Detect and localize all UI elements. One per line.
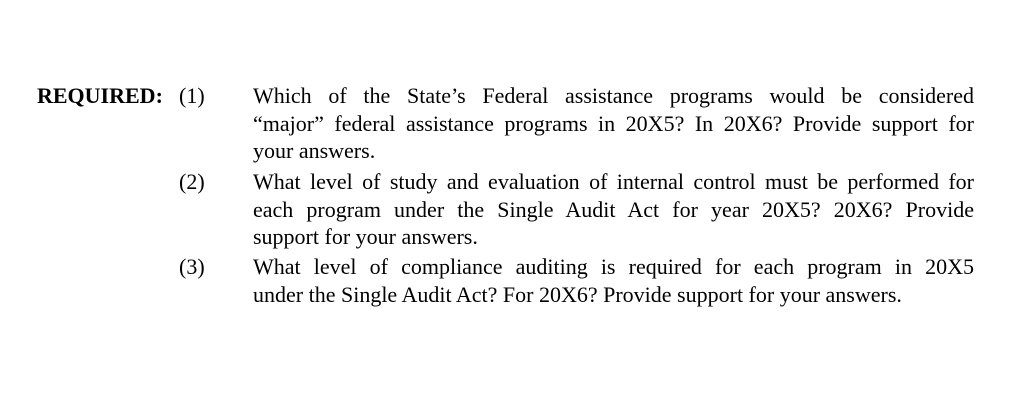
question-line: “major” federal assistance programs in 20X5? In 20X6? Provide support for [253,110,974,136]
question-line: under the Single Audit Act? For 20X6? Provide support for your answers. [253,281,902,307]
question-text [253,168,974,251]
item-number: (1) [179,83,205,108]
question-line: your answers. [253,138,376,163]
required-heading: REQUIRED: [37,83,163,108]
question-line: support for your answers. [253,224,478,249]
question-line: Which of the State’s Federal assistance programs would be considered [253,83,974,108]
item-number: (2) [179,169,205,194]
question-text [253,253,974,308]
question-line: each program under the Single Audit Act for year 20X5? 20X6? Provide [253,196,974,222]
item-number: (3) [179,254,205,279]
question-text [253,82,974,165]
question-line: What level of compliance auditing is required for each program in 20X5 [253,254,974,279]
question-line: What level of study and evaluation of internal control must be performed for [253,169,974,194]
